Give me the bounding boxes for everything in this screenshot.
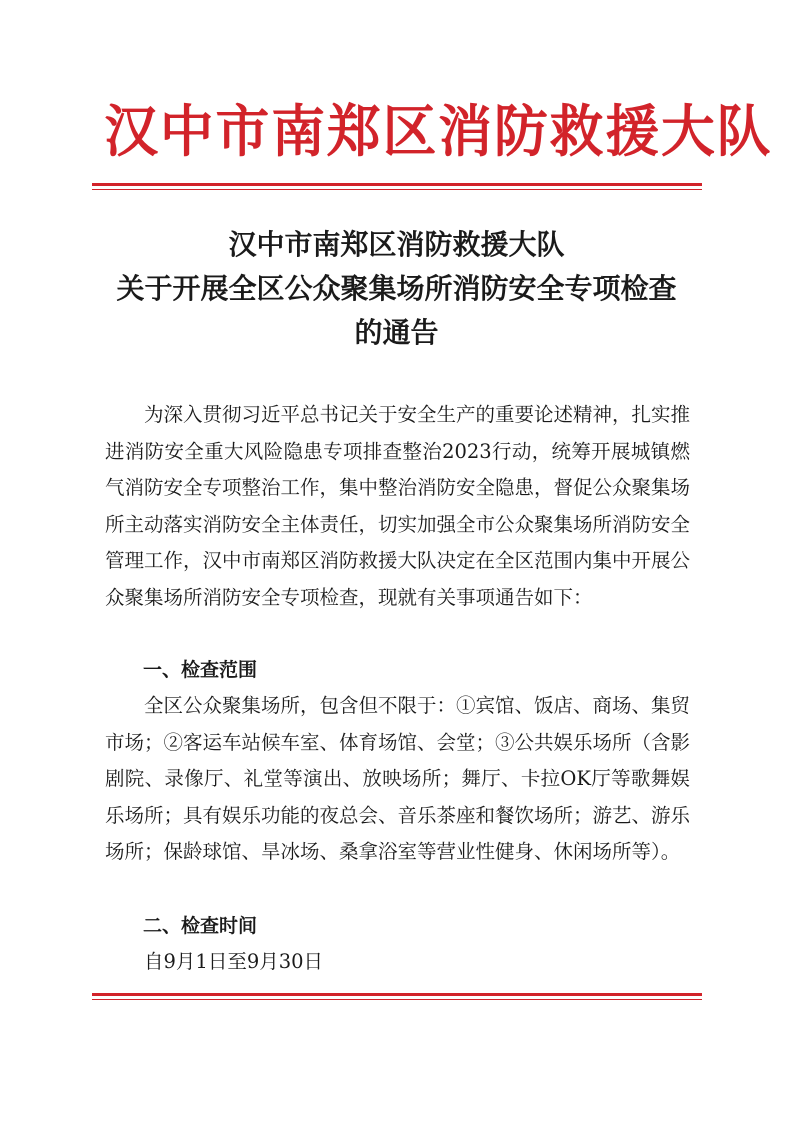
footer-red-rule: [92, 993, 702, 996]
section-heading-time: 二、检查时间: [143, 915, 258, 937]
footer-red-rule-thin: [92, 999, 702, 1000]
masthead-org-name: 汉中市南郑区消防救援大队: [104, 99, 773, 165]
notice-title-line-1: 汉中市南郑区消防救援大队: [228, 228, 565, 261]
masthead-red-rule-thin: [92, 189, 702, 190]
notice-title-line-2: 关于开展全区公众聚集场所消防安全专项检查: [116, 272, 677, 305]
section-body-time: 自9月1日至9月30日: [144, 950, 324, 973]
notice-title-line-3: 的通告: [354, 316, 439, 349]
intro-paragraph: 为深入贯彻习近平总书记关于安全生产的重要论述精神，扎实推进消防安全重大风险隐患专项排查整治2023行动，统筹开展城镇燃气消防安全专项整治工作，集中整治消防安全隐患，督促公众聚集场所主动落实消防安全主体责任，切实加强全市公众聚集场所消防安全管理工作，汉中市南郑区消防救援大队决定在全区范围内集中开展公众聚集场所消防安全专项检查，现就有关事项通告如下：: [105, 403, 691, 609]
masthead-red-rule: [92, 183, 702, 186]
section-body-scope: 全区公众聚集场所，包含但不限于：①宾馆、饭店、商场、集贸市场；②客运车站候车室、体育场馆、会堂；③公共娱乐场所（含影剧院、录像厅、礼堂等演出、放映场所；舞厅、卡拉OK厅等歌舞娱乐场所；具有娱乐功能的夜总会、音乐茶座和餐饮场所；游艺、游乐场所；保龄球馆、旱冰场、桑拿浴室等营业性健身、休闲场所等）。: [105, 694, 691, 863]
section-heading-scope: 一、检查范围: [143, 659, 258, 681]
